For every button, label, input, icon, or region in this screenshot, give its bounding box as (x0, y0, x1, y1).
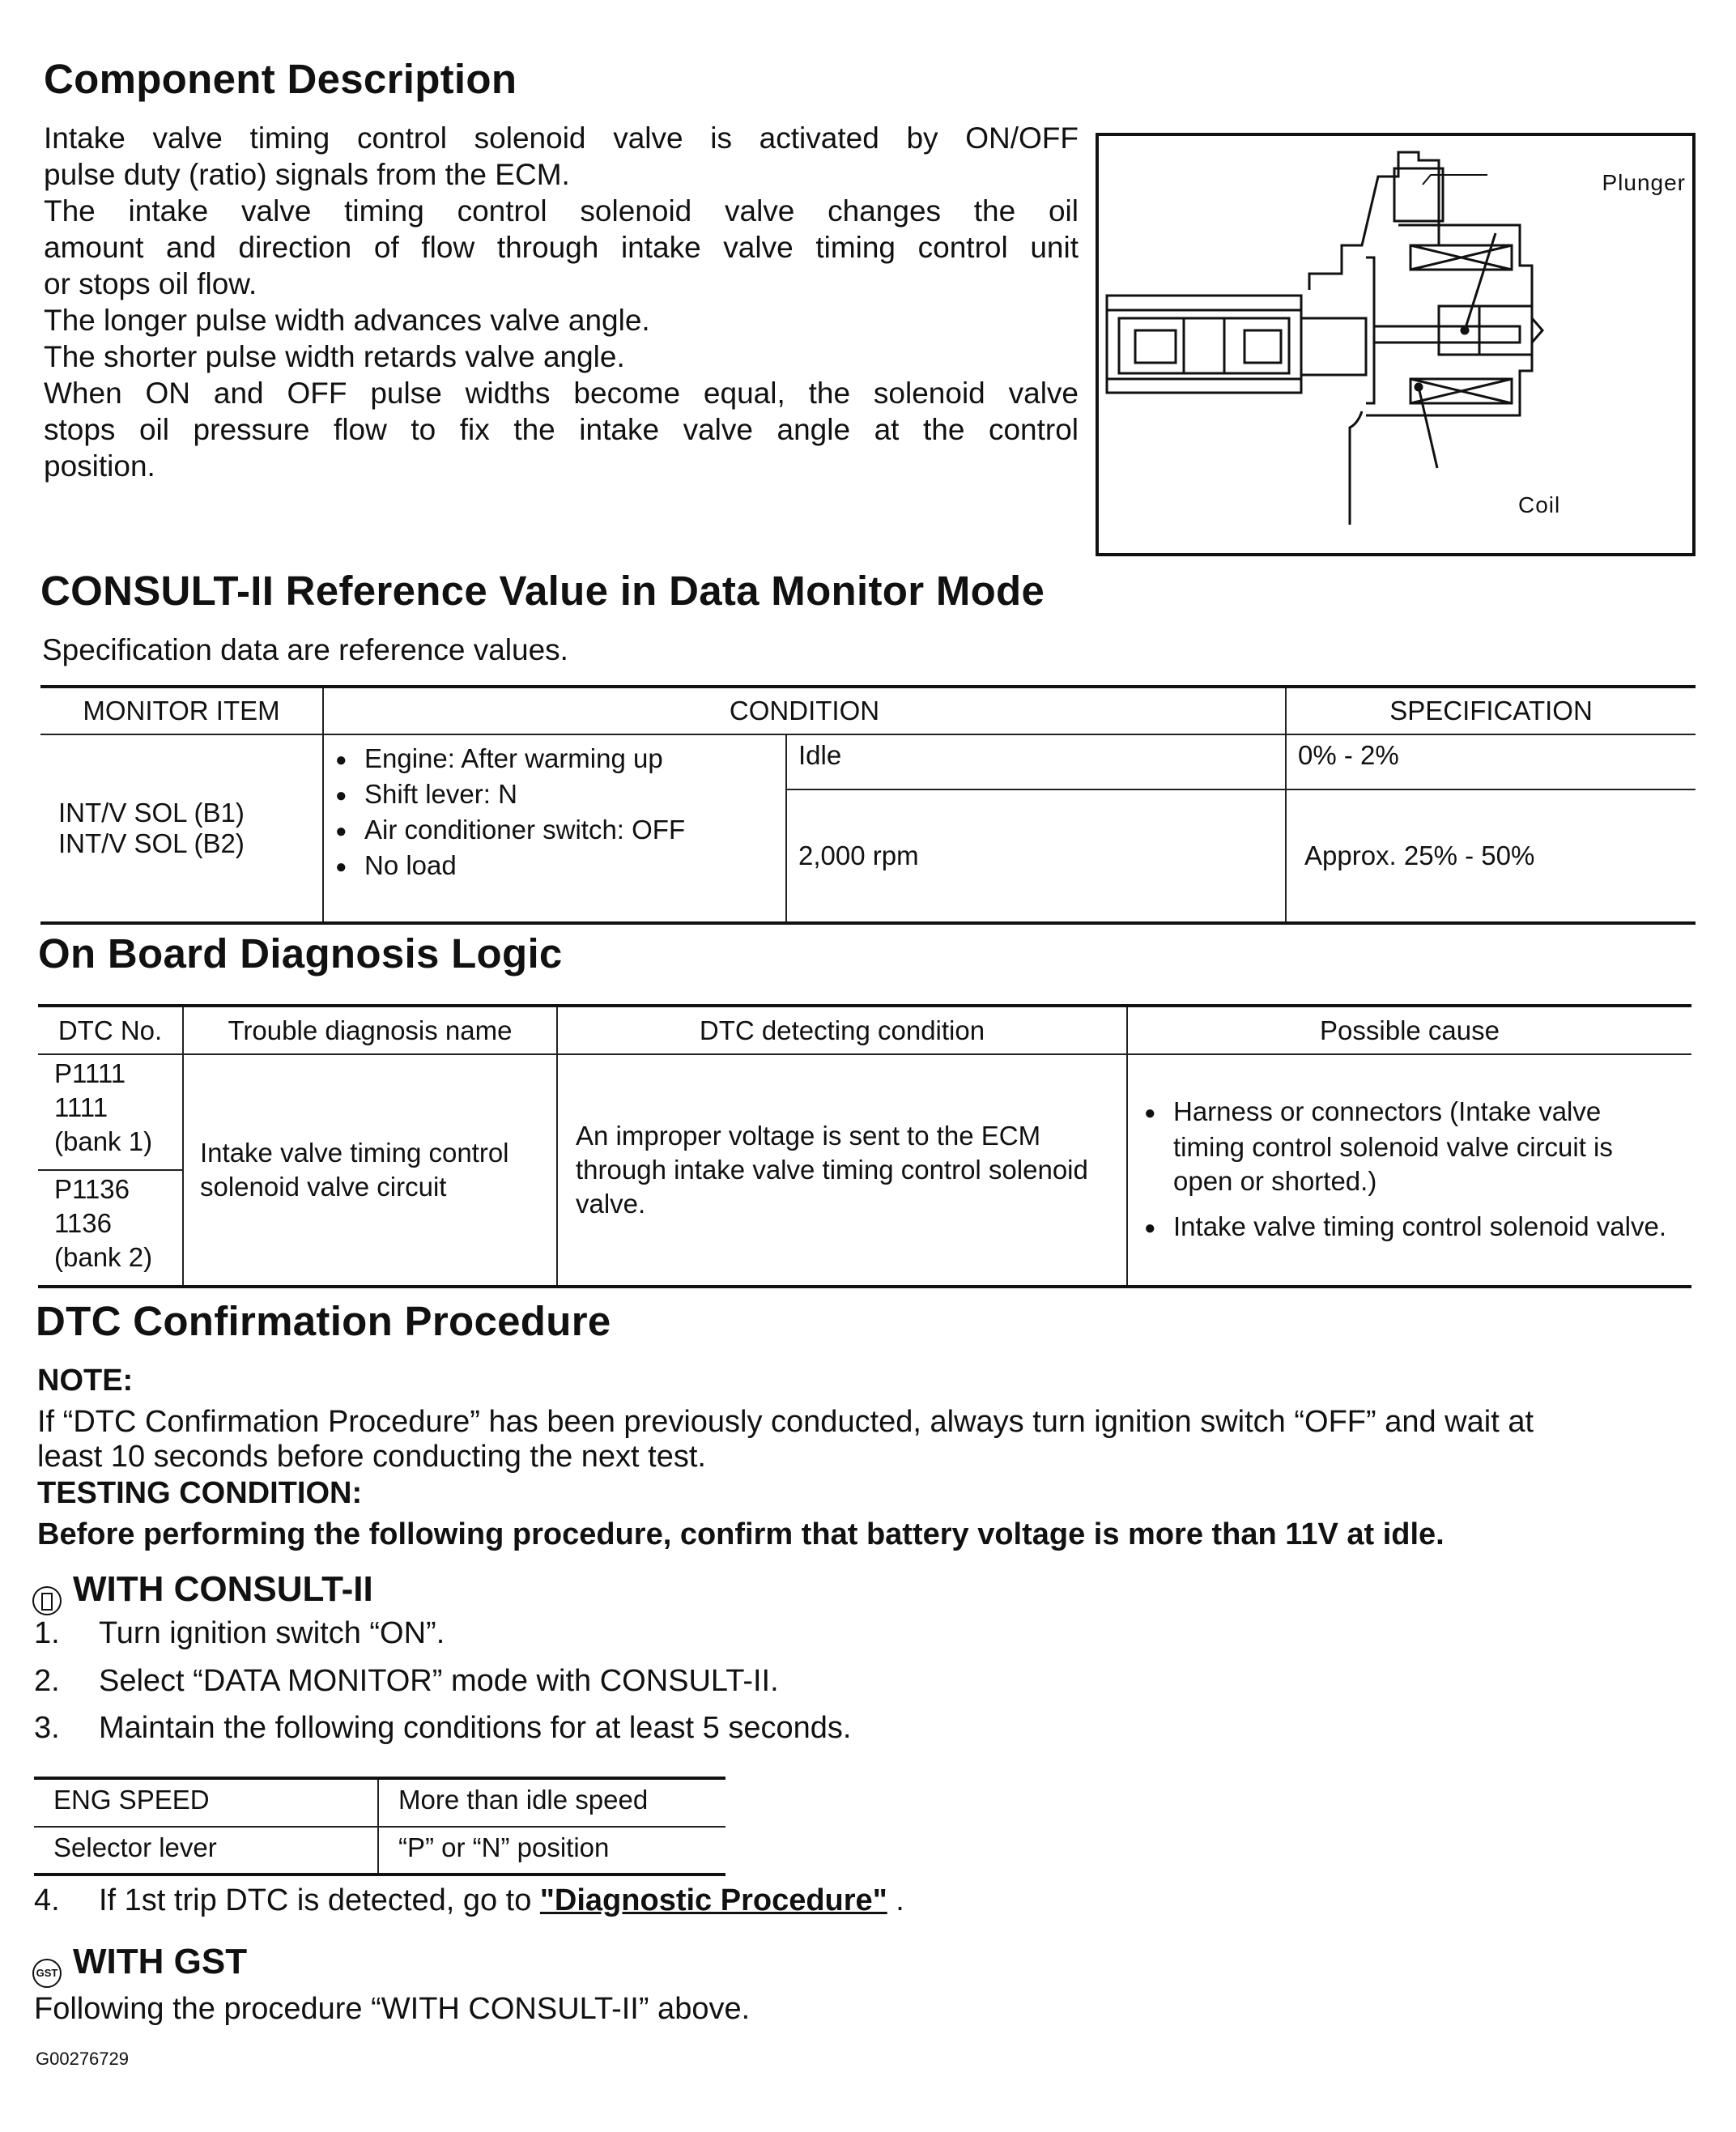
condition-value: More than idle speed (378, 1778, 725, 1827)
note-label: NOTE: (37, 1364, 134, 1398)
condition-item: ● Shift lever: N (335, 779, 774, 810)
reference-value-table (40, 685, 1696, 925)
cause-item: ● Harness or connectors (Intake valve timing control solenoid valve circuit is open or shorted.) (1144, 1095, 1675, 1198)
component-description-text (44, 120, 1079, 484)
dtc-confirmation-title: DTC Confirmation Procedure (36, 1298, 611, 1344)
diagnostic-procedure-link[interactable]: "Diagnostic Procedure" (539, 1883, 887, 1917)
header-possible-cause: Possible cause (1127, 1006, 1691, 1054)
possible-cause-cell (1127, 1054, 1691, 1287)
header-detecting-condition: DTC detecting condition (557, 1006, 1127, 1054)
obd-logic-title: On Board Diagnosis Logic (38, 930, 563, 977)
spec-idle: 0% - 2% (1286, 734, 1696, 789)
monitor-item-cell: INT/V SOL (B1) INT/V SOL (B2) (40, 734, 323, 923)
step-number: 4. (34, 1883, 60, 1917)
consult-reference-title: CONSULT-II Reference Value in Data Monitor Mode (40, 568, 1045, 614)
step-text: If 1st trip DTC is detected, go to (99, 1883, 540, 1917)
note-line: least 10 seconds before conducting the next test. (37, 1440, 706, 1474)
text-line: amount and direction of flow through intake valve timing control unit (44, 231, 1079, 264)
conditions-cell (323, 734, 786, 923)
specification-note: Specification data are reference values. (42, 633, 568, 666)
step-4 (34, 1883, 904, 1918)
header-trouble-name: Trouble diagnosis name (183, 1006, 557, 1054)
note-line: If “DTC Confirmation Procedure” has been previously conducted, always turn ignition switch “OFF” and wait at (37, 1405, 1534, 1439)
header-condition: CONDITION (323, 687, 1286, 734)
step-text: Turn ignition switch “ON”. (99, 1616, 445, 1650)
text-line: The longer pulse width advances valve angle. (44, 304, 650, 337)
plunger-label: Plunger (1602, 170, 1686, 195)
text-line: The shorter pulse width retards valve angle. (44, 340, 625, 373)
condition-name: ENG SPEED (34, 1778, 378, 1827)
dtc-bank2: P1136 1136 (bank 2) (38, 1170, 183, 1287)
with-consult-label: WITH CONSULT-II (73, 1569, 373, 1609)
coil-label: Coil (1518, 492, 1561, 517)
condition-item: ● No load (335, 850, 774, 881)
component-description-title: Component Description (44, 56, 517, 102)
condition-2000rpm: 2,000 rpm (786, 789, 1286, 923)
conditions-table (34, 1777, 725, 1876)
text-line: Intake valve timing control solenoid valve is activated by ON/OFF (44, 121, 1079, 155)
step-number: 2. (34, 1664, 60, 1698)
gst-text: Following the procedure “WITH CONSULT-II” above. (34, 1992, 751, 2026)
with-consult-heading (32, 1569, 373, 1615)
step-number: 1. (34, 1616, 60, 1650)
trouble-name-cell: Intake valve timing control solenoid valve circuit (183, 1054, 557, 1287)
with-gst-heading (32, 1942, 247, 1988)
with-gst-label: WITH GST (73, 1942, 248, 1981)
step-2 (34, 1664, 779, 1699)
step-text-end: . (887, 1883, 904, 1917)
header-dtc-no: DTC No. (38, 1006, 183, 1054)
condition-idle: Idle (786, 734, 1286, 789)
spec-2000rpm: Approx. 25% - 50% (1286, 789, 1696, 923)
consult-tool-icon (32, 1586, 62, 1615)
step-1 (34, 1616, 445, 1651)
dtc-bank1: P1111 1111 (bank 1) (38, 1054, 183, 1170)
text-line: When ON and OFF pulse widths become equal, the solenoid valve (44, 377, 1079, 410)
text-line: stops oil pressure flow to fix the intake valve angle at the control (44, 413, 1079, 446)
condition-item: ● Air conditioner switch: OFF (335, 815, 774, 845)
condition-value: “P” or “N” position (378, 1827, 725, 1875)
gst-tool-icon: GST (32, 1959, 62, 1988)
step-number: 3. (34, 1711, 60, 1745)
step-3 (34, 1711, 851, 1746)
text-line: The intake valve timing control solenoid valve changes the oil (44, 194, 1079, 228)
detecting-condition-cell: An improper voltage is sent to the ECM through intake valve timing control solenoid valve. (557, 1054, 1127, 1287)
header-specification: SPECIFICATION (1286, 687, 1696, 734)
cause-item: ● Intake valve timing control solenoid valve. (1144, 1210, 1675, 1245)
condition-name: Selector lever (34, 1827, 378, 1875)
condition-item: ● Engine: After warming up (335, 743, 774, 774)
header-monitor-item: MONITOR ITEM (40, 687, 323, 734)
testing-condition-text: Before performing the following procedure, confirm that battery voltage is more than 11V at idle. (37, 1517, 1445, 1551)
text-line: or stops oil flow. (44, 267, 257, 300)
footer-code: G00276729 (36, 2049, 129, 2069)
text-line: position. (44, 449, 155, 483)
solenoid-valve-diagram (1096, 133, 1696, 556)
step-text: Select “DATA MONITOR” mode with CONSULT-II. (99, 1664, 779, 1698)
text-line: pulse duty (ratio) signals from the ECM. (44, 158, 570, 191)
obd-logic-table (38, 1004, 1691, 1288)
step-text: Maintain the following conditions for at least 5 seconds. (99, 1711, 852, 1745)
testing-condition-label: TESTING CONDITION: (37, 1476, 363, 1510)
